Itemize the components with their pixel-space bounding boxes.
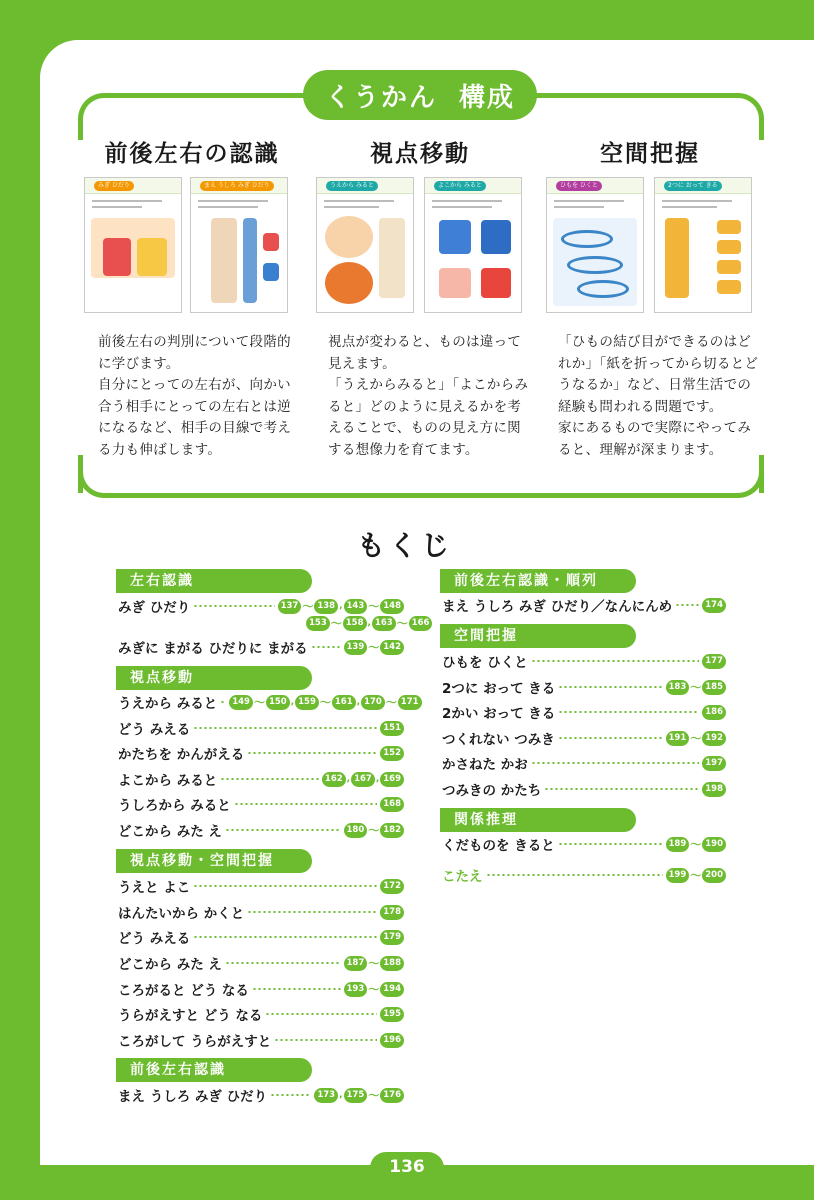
page-badge: 139: [344, 640, 368, 655]
toc-entry[interactable]: [118, 877, 404, 895]
leader-dots: [531, 660, 700, 662]
leader-dots: [247, 752, 377, 754]
page-badge: 188: [380, 956, 404, 971]
column-heading-lr: 前後左右の認識: [104, 141, 280, 167]
page-badge: 189: [666, 837, 690, 852]
page-badge: 195: [380, 1007, 404, 1022]
page-badge: 191: [666, 731, 690, 746]
toc-entry-label: どう みえる: [118, 722, 191, 738]
toc-entry[interactable]: [118, 744, 404, 762]
thumbnail-tag: まえ うしろ みぎ ひだり: [200, 181, 274, 191]
toc-entry[interactable]: [442, 835, 726, 853]
page-badge: 179: [380, 930, 404, 945]
leader-dots: [274, 1039, 377, 1041]
page-badge: 166: [409, 616, 433, 631]
toc-entry[interactable]: [442, 780, 726, 798]
column-description-spatial: 「ひもの結び目ができるのはどれか」「紙を折ってから切るとどうなるか」など、日常生活での経験も問われる問題です。 家にあるもので実際にやってみると、理解が深まります。: [558, 334, 759, 458]
toc-entry[interactable]: [118, 638, 404, 656]
leader-dots: [558, 737, 663, 739]
toc-entry-label: ひもを ひくと: [442, 655, 528, 671]
page-badge: 142: [380, 640, 404, 655]
page-badge: 172: [380, 879, 404, 894]
page-badge: 151: [380, 721, 404, 736]
separator-comma: ,: [356, 697, 361, 707]
range-tilde: ～: [368, 1089, 380, 1102]
page-number: 136: [370, 1152, 444, 1184]
leader-dots: [234, 803, 378, 805]
toc-entry[interactable]: [118, 1005, 404, 1023]
page-badge: 200: [702, 868, 726, 883]
toc-entry[interactable]: [442, 729, 726, 747]
leader-dots: [558, 686, 662, 688]
range-tilde: ～: [690, 838, 702, 851]
leader-dots: [193, 885, 377, 887]
toc-entry-label: うしろから みると: [118, 798, 231, 814]
toc-entry[interactable]: [118, 980, 404, 998]
toc-category: 視点移動: [116, 666, 312, 690]
toc-entry-label: つくれない つみき: [442, 732, 555, 748]
range-tilde: ～: [690, 732, 702, 745]
page-badge: 175: [344, 1088, 368, 1103]
toc-entry-label: どこから みた え: [118, 824, 222, 840]
toc-entry-continuation: [306, 614, 430, 632]
page-badge: 173: [314, 1088, 338, 1103]
page-badge: 150: [266, 695, 290, 710]
leader-dots: [193, 605, 274, 607]
leader-dots: [220, 701, 226, 703]
thumbnail-tag: 2つに おって きる: [664, 181, 722, 191]
page-badge: 197: [702, 756, 726, 771]
page-badge: 148: [380, 599, 404, 614]
separator-comma: ,: [375, 774, 380, 784]
toc-entry-label: はんたいから かくと: [118, 906, 245, 922]
leader-dots: [486, 874, 663, 876]
toc-entry[interactable]: [118, 719, 404, 737]
toc-entry[interactable]: [442, 754, 726, 772]
toc-entry[interactable]: [118, 821, 404, 839]
toc-category: 空間把握: [440, 624, 636, 648]
toc-entry-label: つみきの かたち: [442, 783, 542, 799]
toc-entry-label: ころがると どう なる: [118, 983, 249, 999]
separator-comma: ,: [290, 697, 295, 707]
thumbnail-tag: みぎ ひだり: [94, 181, 134, 191]
toc-category: 視点移動・空間把握: [116, 849, 312, 873]
page-badge: 194: [380, 982, 404, 997]
separator-comma: ,: [346, 774, 351, 784]
toc-entry[interactable]: [118, 770, 404, 788]
page-badge: 178: [380, 905, 404, 920]
page-badge: 196: [380, 1033, 404, 1048]
toc-entry-label: うえと よこ: [118, 880, 191, 896]
toc-entry-label: ころがして うらがえすと: [118, 1034, 272, 1050]
leader-dots: [225, 962, 341, 964]
toc-entry-label: かさねた かお: [442, 757, 528, 773]
page-badge: 171: [398, 695, 422, 710]
column-heading-viewpoint: 視点移動: [370, 141, 470, 167]
leader-dots: [270, 1094, 311, 1096]
page-badge: 199: [666, 868, 690, 883]
page-badge: 190: [702, 837, 726, 852]
leader-dots: [558, 843, 663, 845]
toc-entry[interactable]: [118, 1086, 404, 1104]
page-badge: 192: [702, 731, 726, 746]
toc-entry[interactable]: [118, 954, 404, 972]
leader-dots: [193, 936, 377, 938]
page-badge: 193: [344, 982, 368, 997]
leader-dots: [675, 604, 699, 606]
column-description-viewpoint: 視点が変わると、ものは違って見えます。 「うえからみると」「よこからみると」どのように見えるかを考えることで、ものの見え方に関する想像力を育てます。: [328, 334, 529, 458]
toc-entry-label: くだものを きると: [442, 838, 555, 854]
column-heading-spatial: 空間把握: [600, 141, 700, 167]
worksheet-thumbnail: [190, 177, 288, 313]
toc-entry[interactable]: [118, 1031, 404, 1049]
toc-entry-label: 2つに おって きる: [442, 681, 556, 697]
column-description-lr: 前後左右の判別について段階的に学びます。 自分にとっての左右が、向かい合う相手にとっての左右とは逆になるなど、相手の目線で考える力も伸ばします。: [98, 334, 292, 458]
range-tilde: ～: [396, 617, 408, 630]
section-frame-bottom: [78, 458, 764, 498]
page-badge: 153: [306, 616, 330, 631]
worksheet-thumbnail: [654, 177, 752, 313]
toc-entry-label: うらがえすと どう なる: [118, 1008, 263, 1024]
toc-category: 関係推理: [440, 808, 636, 832]
toc-entry[interactable]: [442, 703, 726, 721]
range-tilde: ～: [319, 696, 331, 709]
toc-entry-label: 2かい おって きる: [442, 706, 556, 722]
page-badge: 174: [702, 598, 726, 613]
toc-entry-label: かたちを かんがえる: [118, 747, 245, 763]
leader-dots: [544, 788, 699, 790]
leader-dots: [252, 988, 341, 990]
page-badge: 152: [380, 746, 404, 761]
page-badge: 149: [229, 695, 253, 710]
toc-category: 前後左右認識・順列: [440, 569, 636, 593]
page-badge: 186: [702, 705, 726, 720]
toc-entry-label: まえ うしろ みぎ ひだり／なんにんめ: [442, 599, 673, 615]
page-badge: 176: [380, 1088, 404, 1103]
page-badge: 167: [351, 772, 375, 787]
page-badge: 143: [344, 599, 368, 614]
worksheet-thumbnail: [424, 177, 522, 313]
page-badge: 168: [380, 797, 404, 812]
range-tilde: ～: [368, 641, 380, 654]
toc-entry[interactable]: [118, 795, 404, 813]
toc-entry[interactable]: [118, 693, 419, 712]
leader-dots: [220, 778, 319, 780]
range-tilde: ～: [368, 983, 380, 996]
thumbnail-tag: よこから みると: [434, 181, 486, 191]
page-badge: 161: [332, 695, 356, 710]
toc-category: 前後左右認識: [116, 1058, 312, 1082]
page-badge: 182: [380, 823, 404, 838]
page-badge: 187: [344, 956, 368, 971]
page-badge: 185: [702, 680, 726, 695]
worksheet-thumbnail: [316, 177, 414, 313]
separator-comma: ,: [339, 1090, 343, 1100]
toc-entry-label: みぎに まがる ひだりに まがる: [118, 641, 308, 657]
range-tilde: ～: [368, 824, 380, 837]
leader-dots: [193, 727, 377, 729]
separator-comma: ,: [339, 601, 343, 611]
range-tilde: ～: [690, 869, 702, 882]
page-badge: 198: [702, 782, 726, 797]
page-badge: 180: [344, 823, 368, 838]
leader-dots: [558, 711, 699, 713]
toc-entry[interactable]: [442, 596, 726, 614]
page-badge: 183: [666, 680, 690, 695]
thumbnail-tag: ひもを ひくと: [556, 181, 602, 191]
worksheet-thumbnail: [84, 177, 182, 313]
toc-entry[interactable]: [442, 678, 726, 696]
toc-entry[interactable]: [442, 652, 726, 670]
page-badge: 177: [702, 654, 726, 669]
leader-dots: [311, 646, 341, 648]
toc-entry-label: みぎ ひだり: [118, 600, 191, 616]
toc-entry[interactable]: [118, 903, 404, 921]
toc-category: 左右認識: [116, 569, 312, 593]
page-badge: 170: [361, 695, 385, 710]
range-tilde: ～: [368, 600, 380, 613]
range-tilde: ～: [368, 957, 380, 970]
section-title: くうかん 構成: [303, 70, 537, 120]
range-tilde: ～: [385, 696, 397, 709]
page-badge: 158: [343, 616, 367, 631]
thumbnail-tag: うえから みると: [326, 181, 378, 191]
toc-entry-label: どこから みた え: [118, 957, 222, 973]
leader-dots: [531, 762, 700, 764]
page-badge: 169: [380, 772, 404, 787]
leader-dots: [247, 911, 377, 913]
toc-entry-label: まえ うしろ みぎ ひだり: [118, 1089, 268, 1105]
leader-dots: [265, 1013, 377, 1015]
toc-entry-label: うえから みると: [118, 696, 218, 712]
range-tilde: ～: [253, 696, 265, 709]
range-tilde: ～: [302, 600, 314, 613]
page-badge: 159: [295, 695, 319, 710]
page-badge: 137: [278, 599, 302, 614]
toc-title: もくじ: [356, 529, 453, 562]
toc-entry-label: こたえ: [442, 869, 483, 885]
page-badge: 163: [372, 616, 396, 631]
toc-entry-label: よこから みると: [118, 773, 218, 789]
page-badge: 162: [322, 772, 346, 787]
range-tilde: ～: [690, 681, 702, 694]
toc-entry[interactable]: [118, 928, 404, 946]
leader-dots: [225, 829, 341, 831]
range-tilde: ～: [330, 617, 342, 630]
toc-entry[interactable]: [118, 597, 404, 615]
toc-entry-answers[interactable]: [442, 866, 726, 884]
separator-comma: ,: [367, 618, 371, 628]
page-badge: 138: [314, 599, 338, 614]
worksheet-thumbnail: [546, 177, 644, 313]
toc-entry-label: どう みえる: [118, 931, 191, 947]
